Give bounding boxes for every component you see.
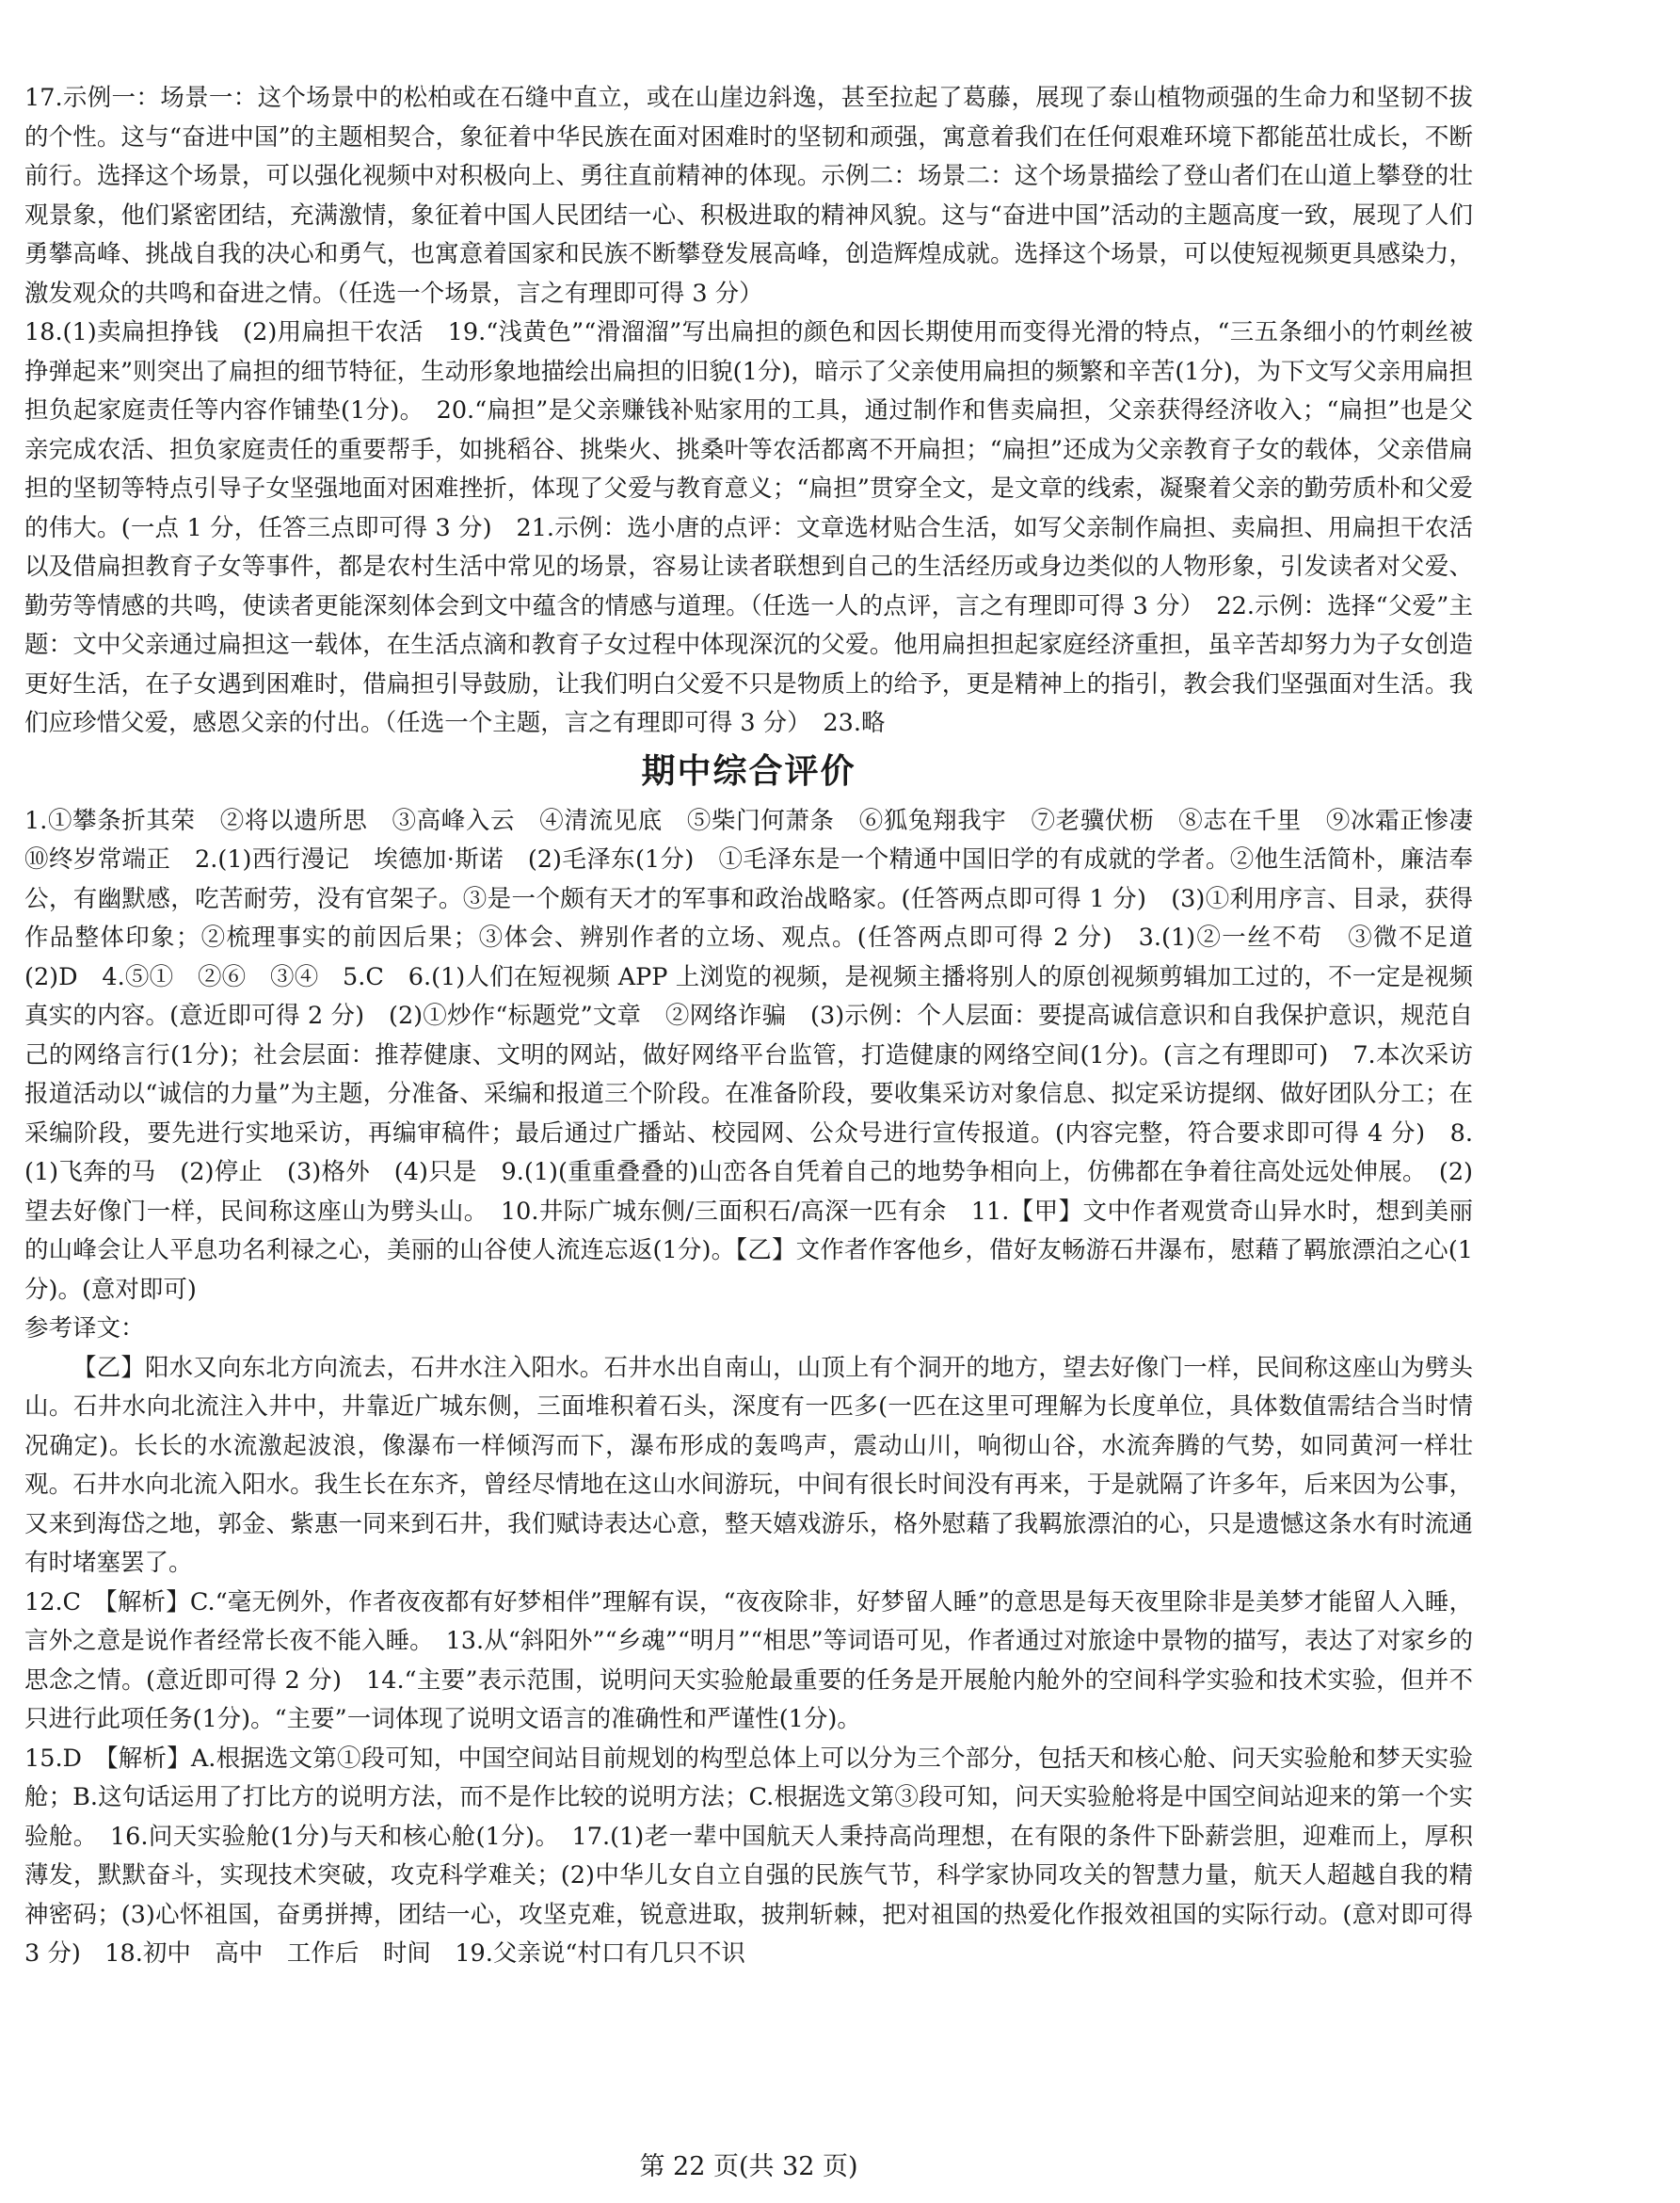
- answer-paragraph-1-11: 1.①攀条折其荣 ②将以遗所思 ③高峰入云 ④清流见底 ⑤柴门何萧条 ⑥狐兔翔我宇 ⑦老骥伏枥 ⑧志在千里 ⑨冰霜正惨凄 ⑩终岁常端正 2.(1)西行漫记 埃德加·斯诺 (2)毛泽东(1分) ①毛泽东是一个精通中国旧学的有成就的学者。②他生活简朴，廉洁奉公，有幽默感，吃苦耐劳，没有官架子。③是一个颇有天才的军事和政治战略家。(任答两点即可得 1 分) (3)①利用序言、目录，获得作品整体印象；②梳理事实的前因后果；③体会、辨别作者的立场、观点。(任答两点即可得 2 分) 3.(1)②一丝不苟 ③微不足道 (2)D 4.⑤① ②⑥ ③④ 5.C 6.(1)人们在短视频 APP 上浏览的视频，是视频主播将别人的原创视频剪辑加工过的，不一定是视频真实的内容。(意近即可得 2 分) (2)①炒作“标题党”文章 ②网络诈骗 (3)示例：个人层面：要提高诚信意识和自我保护意识，规范自己的网络言行(1分)；社会层面：推荐健康、文明的网站，做好网络平台监管，打造健康的网络空间(1分)。(言之有理即可) 7.本次采访报道活动以“诚信的力量”为主题，分准备、采编和报道三个阶段。在准备阶段，要收集采访对象信息、拟定采访提纲、做好团队分工；在采编阶段，要先进行实地采访，再编审稿件；最后通过广播站、校园网、公众号进行宣传报道。(内容完整，符合要求即可得 4 分) 8.(1)飞奔的马 (2)停止 (3)格外 (4)只是 9.(1)(重重叠叠的)山峦各自凭着自己的地势争相向上，仿佛都在争着往高处远处伸展。 (2)望去好像门一样，民间称这座山为劈头山。 10.井际广城东侧/三面积石/高深一匹有余 11.【甲】文中作者观赏奇山异水时，想到美丽的山峰会让人平息功名利禄之心，美丽的山谷使人流连忘返(1分)。【乙】文作者作客他乡，借好友畅游石井瀑布，慰藉了羁旅漂泊之心(1分)。(意对即可): [24, 806, 1497, 1304]
- translation-label: 参考译文：: [24, 1314, 145, 1343]
- answer-paragraph-18-23: 18.(1)卖扁担挣钱 (2)用扁担干农活 19.“浅黄色”“滑溜溜”写出扁担的颜色和因长期使用而变得光滑的特点，“三五条细小的竹刺丝被挣弹起来”则突出了扁担的细节特征，生动形象地描绘出扁担的旧貌(1分)，暗示了父亲使用扁担的频繁和辛苦(1分)，为下文写父亲用扁担担负起家庭责任等内容作铺垫(1分)。 20.“扁担”是父亲赚钱补贴家用的工具，通过制作和售卖扁担，父亲获得经济收入；“扁担”也是父亲完成农活、担负家庭责任的重要帮手，如挑稻谷、挑柴火、挑桑叶等农活都离不开扁担；“扁担”还成为父亲教育子女的载体，父亲借扁担的坚韧等特点引导子女坚强地面对困难挫折，体现了父爱与教育意义；“扁担”贯穿全文，是文章的线索，凝聚着父亲的勤劳质朴和父爱的伟大。(一点 1 分，任答三点即可得 3 分) 21.示例：选小唐的点评：文章选材贴合生活，如写父亲制作扁担、卖扁担、用扁担干农活以及借扁担教育子女等事件，都是农村生活中常见的场景，容易让读者联想到自己的生活经历或身边类似的人物形象，引发读者对父爱、勤劳等情感的共鸣，使读者更能深刻体会到文中蕴含的情感与道理。（任选一人的点评，言之有理即可得 3 分） 22.示例：选择“父爱”主题：文中父亲通过扁担这一载体，在生活点滴和教育子女过程中体现深沉的父爱。他用扁担担起家庭经济重担，虽辛苦却努力为子女创造更好生活，在子女遇到困难时，借扁担引导鼓励，让我们明白父爱不只是物质上的给予，更是精神上的指引，教会我们坚强面对生活。我们应珍惜父爱，感恩父亲的付出。（任选一个主题，言之有理即可得 3 分） 23.略: [24, 318, 1473, 737]
- answer-paragraph-12-14: 12.C 【解析】C.“毫无例外，作者夜夜都有好梦相伴”理解有误，“夜夜除非，好梦留人睡”的意思是每天夜里除非是美梦才能留人入睡，言外之意是说作者经常长夜不能入睡。 13.从“斜阳外”“乡魂”“明月”“相思”等词语可见，作者通过对旅途中景物的描写，表达了对家乡的思念之情。(意近即可得 2 分) 14.“主要”表示范围，说明问天实验舱最重要的任务是开展舱内舱外的空间科学实验和技术实验，但并不只进行此项任务(1分)。“主要”一词体现了说明文语言的准确性和严谨性(1分)。: [24, 1587, 1473, 1733]
- section-title: 期中综合评价: [641, 751, 856, 791]
- page-number: 第 22 页(共 32 页): [639, 2152, 858, 2181]
- translation-paragraph: 【乙】阳水又向东北方向流去，石井水注入阳水。石井水出自南山，山顶上有个洞开的地方，望去好像门一样，民间称这座山为劈头山。石井水向北流注入井中，井靠近广城东侧，三面堆积着石头，深度有一匹多(一匹在这里可理解为长度单位，具体数值需结合当时情况确定)。长长的水流激起波浪，像瀑布一样倾泻而下，瀑布形成的轰鸣声，震动山川，响彻山谷，水流奔腾的气势，如同黄河一样壮观。石井水向北流入阳水。我生长在东齐，曾经尽情地在这山水间游玩，中间有很长时间没有再来，于是就隔了许多年，后来因为公事，又来到海岱之地，郭金、紫惠一同来到石井，我们赋诗表达心意，整天嬉戏游乐，格外慰藉了我羁旅漂泊的心，只是遗憾这条水有时流通有时堵塞罢了。: [24, 1353, 1473, 1577]
- answer-paragraph-15-19: 15.D 【解析】A.根据选文第①段可知，中国空间站目前规划的构型总体上可以分为三个部分，包括天和核心舱、问天实验舱和梦天实验舱；B.这句话运用了打比方的说明方法，而不是作比较的说明方法；C.根据选文第③段可知，问天实验舱将是中国空间站迎来的第一个实验舱。 16.问天实验舱(1分)与天和核心舱(1分)。 17.(1)老一辈中国航天人秉持高尚理想，在有限的条件下卧薪尝胆，迎难而上，厚积薄发，默默奋斗，实现技术突破，攻克科学难关；(2)中华儿女自立自强的民族气节，科学家协同攻关的智慧力量，航天人超越自我的精神密码；(3)心怀祖国，奋勇拼搏，团结一心，攻坚克难，锐意进取，披荆斩棘，把对祖国的热爱化作报效祖国的实际行动。(意对即可得 3 分) 18.初中 高中 工作后 时间 19.父亲说“村口有几只不识: [24, 1744, 1473, 1968]
- answer-paragraph-17: 17.示例一：场景一：这个场景中的松柏或在石缝中直立，或在山崖边斜逸，甚至拉起了葛藤，展现了泰山植物顽强的生命力和坚韧不拔的个性。这与“奋进中国”的主题相契合，象征着中华民族在面对困难时的坚韧和顽强，寓意着我们在任何艰难环境下都能茁壮成长，不断前行。选择这个场景，可以强化视频中对积极向上、勇往直前精神的体现。示例二：场景二：这个场景描绘了登山者们在山道上攀登的壮观景象，他们紧密团结，充满激情，象征着中国人民团结一心、积极进取的精神风貌。这与“奋进中国”活动的主题高度一致，展现了人们勇攀高峰、挑战自我的决心和勇气，也寓意着国家和民族不断攀登发展高峰，创造辉煌成就。选择这个场景，可以使短视频更具感染力，激发观众的共鸣和奋进之情。（任选一个场景，言之有理即可得 3 分）: [24, 84, 1473, 308]
